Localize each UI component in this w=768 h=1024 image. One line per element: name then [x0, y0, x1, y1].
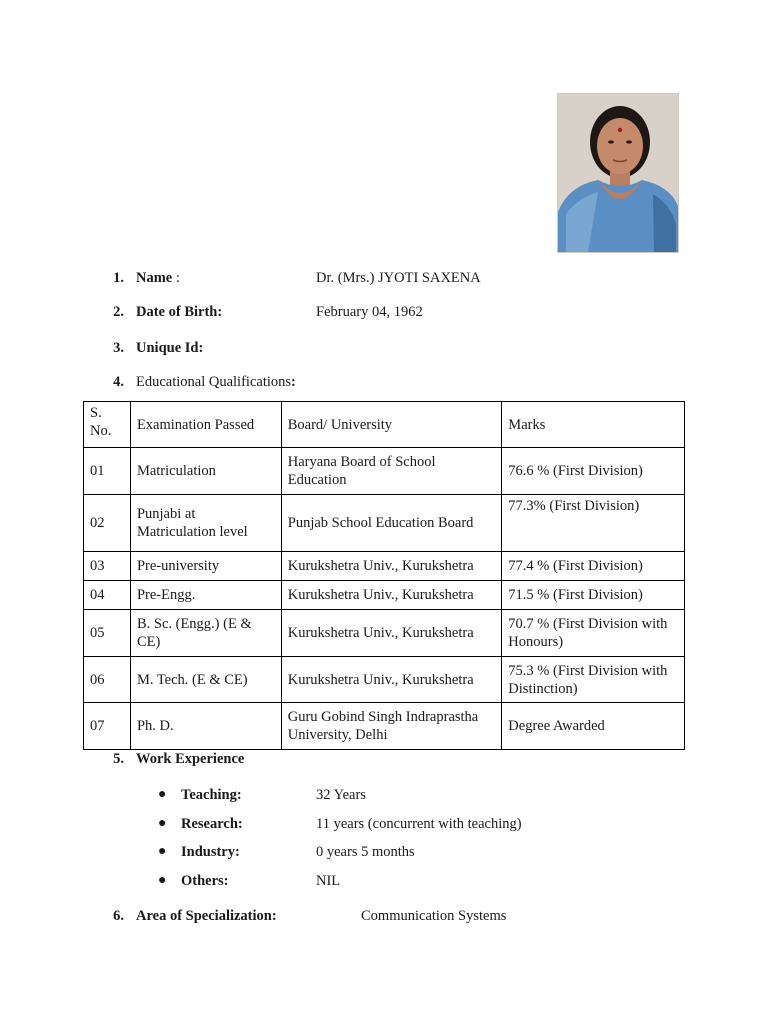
cell-sno: 07	[84, 703, 131, 750]
cell-marks: 71.5 % (First Division)	[502, 581, 685, 610]
cell-exam: Matriculation	[130, 448, 281, 495]
cell-sno: 06	[84, 657, 131, 703]
table-row	[84, 581, 685, 610]
cell-marks: 77.4 % (First Division)	[502, 552, 685, 581]
cell-board: Kurukshetra Univ., Kurukshetra	[281, 552, 502, 581]
cell-board: Kurukshetra Univ., Kurukshetra	[281, 581, 502, 610]
item-number-work: 5.	[113, 751, 124, 767]
cell-board: Haryana Board of School Education	[281, 448, 502, 495]
item-number-unique-id: 3.	[113, 340, 124, 356]
education-label	[136, 374, 296, 391]
cell-exam: Punjabi at Matriculation level	[130, 495, 281, 552]
others-label: Others:	[181, 873, 229, 889]
table-row	[84, 495, 685, 552]
bullet-icon: ●	[158, 787, 167, 802]
cell-board: Kurukshetra Univ., Kurukshetra	[281, 657, 502, 703]
research-value: 11 years (concurrent with teaching)	[316, 816, 522, 832]
specialization-label: Area of Specialization:	[136, 908, 277, 924]
name-label-text: Name	[136, 270, 173, 286]
table-header-row	[84, 402, 685, 448]
bullet-icon: ●	[158, 844, 167, 859]
education-table	[83, 401, 685, 750]
research-label: Research:	[181, 816, 243, 832]
dob-value: February 04, 1962	[316, 304, 423, 320]
table-row	[84, 657, 685, 703]
name-label-separator: :	[172, 270, 180, 286]
header-board: Board/ University	[281, 402, 502, 448]
industry-value: 0 years 5 months	[316, 844, 415, 860]
cell-marks: 70.7 % (First Division with Honours)	[502, 610, 685, 657]
profile-photo	[557, 93, 679, 253]
cell-sno: 01	[84, 448, 131, 495]
cell-sno: 02	[84, 495, 131, 552]
cell-exam: B. Sc. (Engg.) (E & CE)	[130, 610, 281, 657]
item-number-specialization: 6.	[113, 908, 124, 924]
specialization-value: Communication Systems	[361, 908, 507, 924]
cell-marks: 76.6 % (First Division)	[502, 448, 685, 495]
cell-marks: Degree Awarded	[502, 703, 685, 750]
industry-label: Industry:	[181, 844, 240, 860]
cell-sno: 04	[84, 581, 131, 610]
table-row	[84, 703, 685, 750]
cell-board: Punjab School Education Board	[281, 495, 502, 552]
cell-exam: M. Tech. (E & CE)	[130, 657, 281, 703]
header-sno: S. No.	[84, 402, 131, 448]
cell-board: Guru Gobind Singh Indraprastha University, Delhi	[281, 703, 502, 750]
dob-label: Date of Birth:	[136, 304, 223, 320]
header-marks: Marks	[502, 402, 685, 448]
cell-exam: Pre-university	[130, 552, 281, 581]
bullet-icon: ●	[158, 816, 167, 831]
work-experience-label: Work Experience	[136, 751, 245, 767]
name-label	[136, 270, 180, 287]
cell-marks: 77.3% (First Division)	[502, 495, 685, 552]
teaching-value: 32 Years	[316, 787, 366, 803]
education-label-colon: :	[291, 374, 296, 390]
table-row	[84, 552, 685, 581]
table-row	[84, 610, 685, 657]
table-row	[84, 448, 685, 495]
cell-sno: 05	[84, 610, 131, 657]
item-number-dob: 2.	[113, 304, 124, 320]
bullet-icon: ●	[158, 873, 167, 888]
education-label-text: Educational Qualifications	[136, 374, 292, 390]
others-value: NIL	[316, 873, 341, 889]
item-number-education: 4.	[113, 374, 124, 390]
teaching-label: Teaching:	[181, 787, 242, 803]
cell-exam: Ph. D.	[130, 703, 281, 750]
cell-sno: 03	[84, 552, 131, 581]
name-value: Dr. (Mrs.) JYOTI SAXENA	[316, 270, 481, 286]
header-exam: Examination Passed	[130, 402, 281, 448]
cell-marks: 75.3 % (First Division with Distinction)	[502, 657, 685, 703]
cell-board: Kurukshetra Univ., Kurukshetra	[281, 610, 502, 657]
unique-id-label: Unique Id:	[136, 340, 204, 356]
item-number-name: 1.	[113, 270, 124, 286]
cell-exam: Pre-Engg.	[130, 581, 281, 610]
